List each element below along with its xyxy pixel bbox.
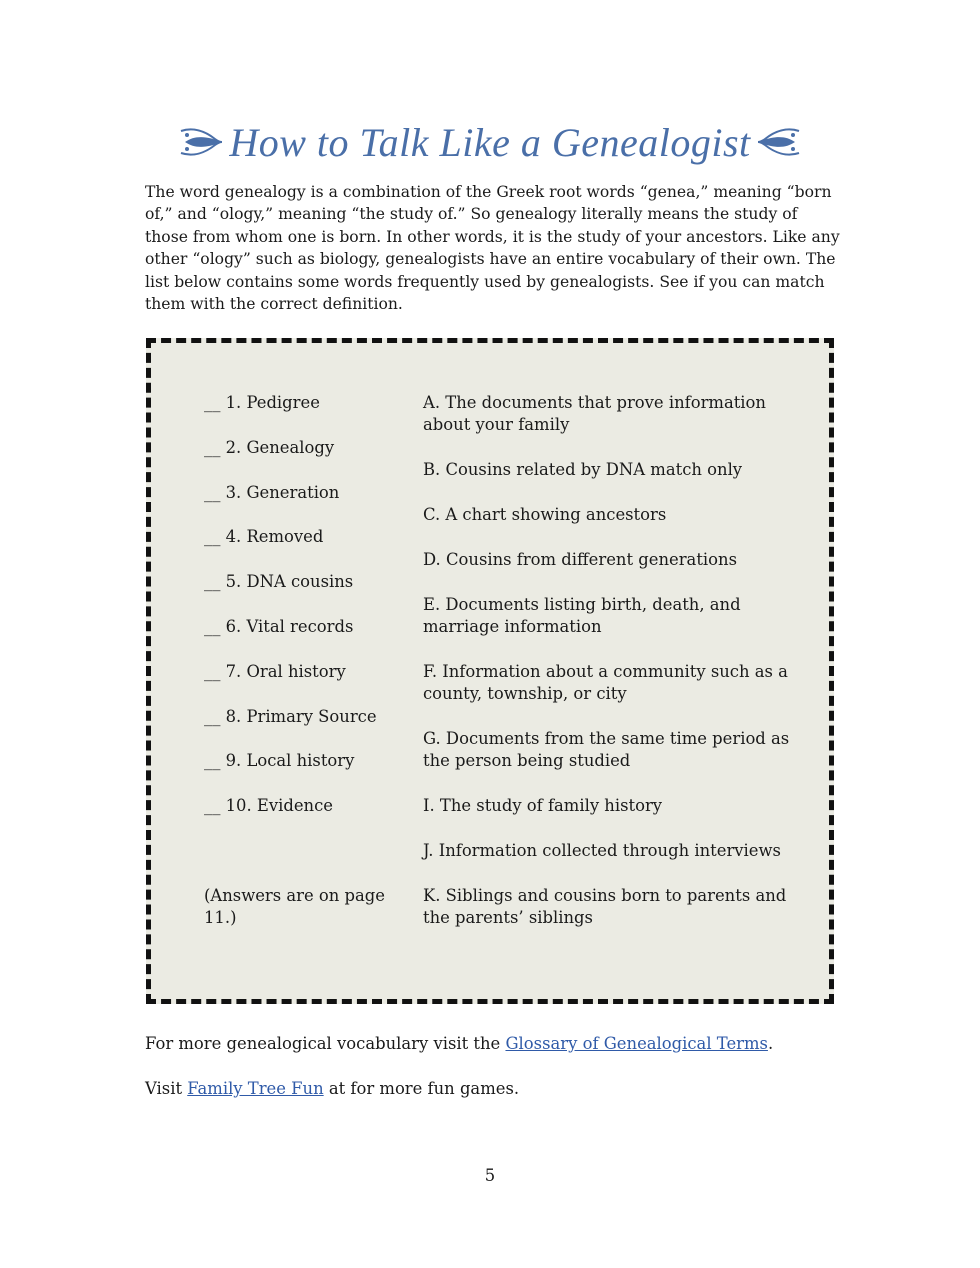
glossary-line-prefix: For more genealogical vocabulary visit the [145,1034,506,1053]
definition-item: K. Siblings and cousins born to parents and the parents’ siblings [423,885,787,928]
definition-item: C. A chart showing ancestors [423,505,667,524]
family-tree-line-prefix: Visit [145,1079,188,1098]
definition-item: J. Information collected through interviews [423,841,781,860]
intro-paragraph: The word genealogy is a combination of the Greek root words “genea,” meaning “born of,” and “ology,” meaning “the study of.” So genealogy literally means the study of those from whom one is born. In other words, it is the study of your ancestors. Like any other “ology” such as biology, genealogists have an entire vocabulary of their own. The list below contains some words frequently used by genealogists. See if you can match them with the correct definition. [145,183,840,314]
term-item: __ 6. Vital records [204,616,354,636]
definition-item: F. Information about a community such as a county, township, or city [423,661,788,704]
term-item: __ 10. Evidence [204,796,333,816]
glossary-line-suffix: . [767,1034,774,1053]
definitions-list [423,392,793,952]
definition-item: A. The documents that prove information about your family [423,393,766,435]
term-item: __ 8. Primary Source [204,706,377,726]
flourish-left-icon [179,125,223,159]
term-item: __ 2. Genealogy [204,437,335,457]
glossary-line [145,1033,845,1055]
terms-list [204,392,404,840]
page-title: How to Talk Like a Genealogist [229,119,751,165]
title-row [0,112,980,172]
definition-item: D. Cousins from different generations [423,549,737,569]
term-item: __ 1. Pedigree [204,393,320,412]
glossary-link[interactable]: Glossary of Genealogical Terms [505,1034,768,1053]
term-item: __ 5. DNA cousins [204,572,354,592]
family-tree-fun-link[interactable]: Family Tree Fun [187,1079,324,1098]
definition-item: G. Documents from the same time period as the person being studied [423,729,790,771]
term-item: __ 7. Oral history [204,661,346,681]
family-tree-line [145,1078,845,1100]
term-item: __ 4. Removed [204,527,324,547]
definition-item: E. Documents listing birth, death, and marriage information [423,594,741,636]
term-item: __ 9. Local history [204,751,355,771]
term-item: __ 3. Generation [204,482,340,502]
family-tree-line-suffix: at for more fun games. [323,1079,520,1098]
flourish-right-icon [757,125,801,159]
definition-item: I. The study of family history [423,796,663,816]
page-number: 5 [484,1166,496,1185]
answers-note: (Answers are on page 11.) [204,886,385,928]
definition-item: B. Cousins related by DNA match only [423,460,743,480]
